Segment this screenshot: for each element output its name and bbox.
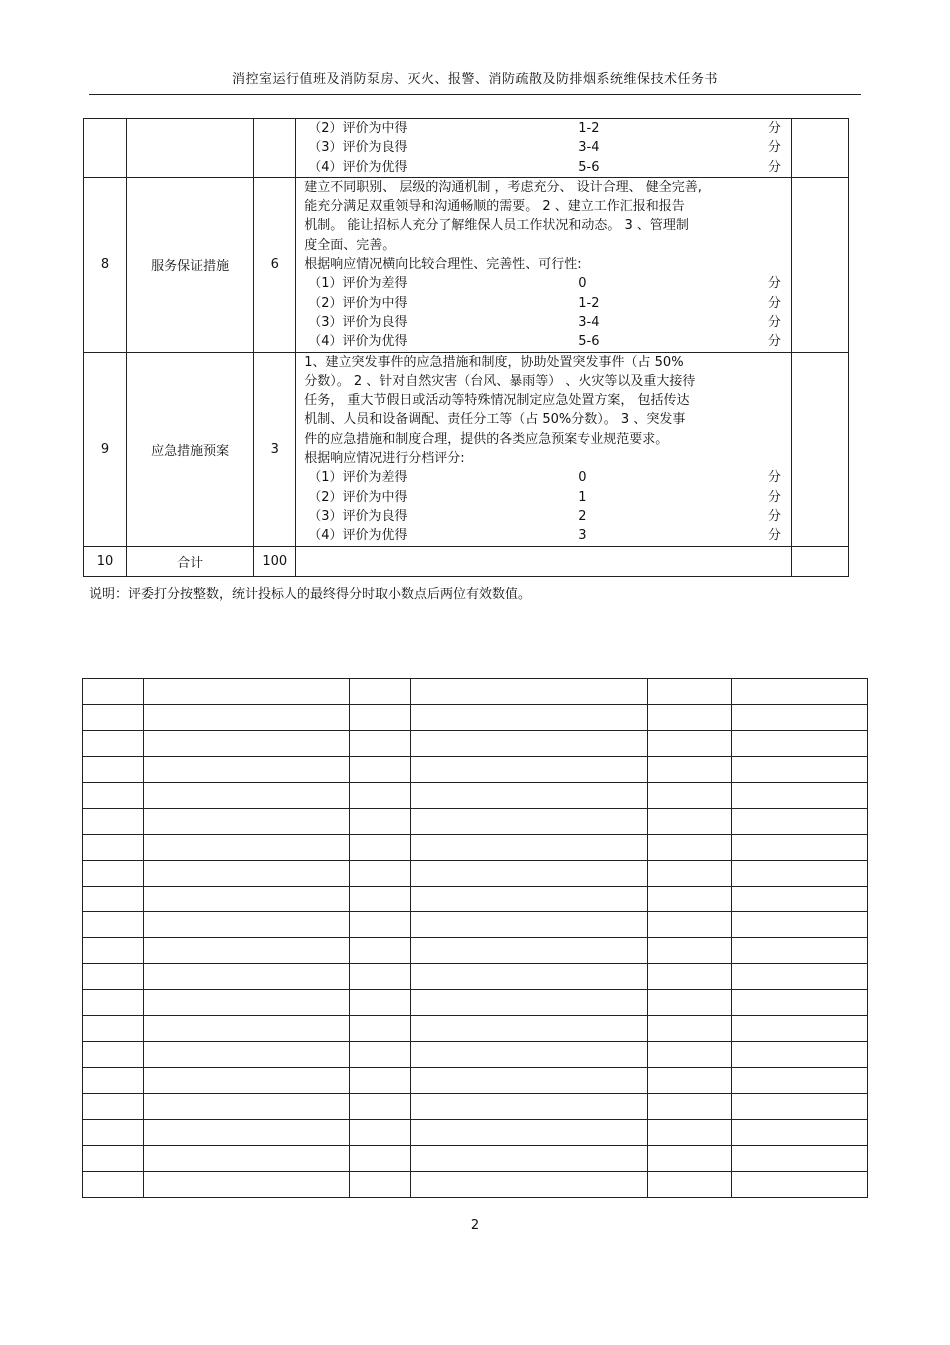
blank-grid-cell	[648, 1171, 732, 1197]
blank-grid-cell	[732, 782, 868, 808]
grade-line: （2）评价为中得 1-2 分	[308, 295, 781, 311]
cell-blank	[791, 352, 848, 546]
desc-line: 建立不同职别、 层级的沟通机制 ，考虑充分、 设计合理、 健全完善,	[304, 179, 702, 195]
grade-line: （3）评价为良得 3-4 分	[308, 314, 781, 330]
blank-grid-cell	[648, 938, 732, 964]
blank-grid-cell	[350, 756, 411, 782]
blank-grid-cell	[350, 1016, 411, 1042]
desc-line: 机制。 能让招标人充分了解维保人员工作状况和动态。 3 、管理制	[304, 218, 689, 234]
cell-description	[296, 177, 792, 352]
blank-grid-cell	[83, 912, 144, 938]
blank-grid-cell	[144, 782, 350, 808]
blank-grid-cell	[411, 808, 648, 834]
blank-grid-cell	[350, 1068, 411, 1094]
cell-score: 100	[254, 546, 296, 576]
blank-grid-cell	[732, 990, 868, 1016]
blank-grid-row	[83, 990, 868, 1016]
blank-grid-cell	[411, 1119, 648, 1145]
blank-grid-cell	[144, 860, 350, 886]
cell-blank	[791, 177, 848, 352]
blank-grid-cell	[732, 964, 868, 990]
blank-grid-cell	[411, 679, 648, 705]
blank-grid-row	[83, 1042, 868, 1068]
blank-grid-cell	[83, 1119, 144, 1145]
blank-grid-cell	[350, 1042, 411, 1068]
blank-grid-row	[83, 1016, 868, 1042]
blank-grid-row	[83, 1171, 868, 1197]
grade-line: （3）评价为良得 2 分	[308, 508, 781, 524]
blank-grid-cell	[411, 938, 648, 964]
table-row-8	[84, 177, 849, 352]
blank-grid-cell	[411, 1171, 648, 1197]
desc-line: 机制、人员和设备调配、责任分工等（占 50%分数）。 3 、突发事	[304, 412, 686, 428]
cell-score: 6	[254, 177, 296, 352]
blank-grid-cell	[411, 730, 648, 756]
desc-line: 根据响应情况进行分档评分:	[304, 451, 465, 467]
blank-grid-cell	[411, 860, 648, 886]
table-row-10	[84, 546, 849, 576]
blank-grid-cell	[83, 679, 144, 705]
blank-grid-row	[83, 886, 868, 912]
cell-blank	[791, 119, 848, 178]
blank-grid-cell	[350, 1171, 411, 1197]
blank-grid-cell	[350, 860, 411, 886]
blank-grid-cell	[411, 1042, 648, 1068]
table-row-continued	[84, 119, 849, 178]
blank-grid-cell	[144, 1145, 350, 1171]
blank-grid-cell	[83, 938, 144, 964]
blank-grid-cell	[144, 730, 350, 756]
blank-grid-cell	[732, 808, 868, 834]
blank-grid-row	[83, 730, 868, 756]
cell-score: 3	[254, 352, 296, 546]
blank-grid-cell	[732, 1068, 868, 1094]
blank-grid-cell	[732, 938, 868, 964]
blank-grid-cell	[83, 1145, 144, 1171]
blank-grid-row	[83, 912, 868, 938]
blank-grid-cell	[648, 756, 732, 782]
blank-grid-row	[83, 1119, 868, 1145]
blank-grid-row	[83, 834, 868, 860]
blank-grid-cell	[411, 1016, 648, 1042]
blank-grid-cell	[648, 1119, 732, 1145]
blank-grid-cell	[411, 964, 648, 990]
cell-no: 9	[84, 352, 127, 546]
blank-grid-row	[83, 1094, 868, 1120]
blank-grid-cell	[83, 808, 144, 834]
blank-grid-row	[83, 1068, 868, 1094]
blank-grid-cell	[350, 990, 411, 1016]
blank-grid-table	[82, 678, 868, 1198]
blank-grid-cell	[732, 1042, 868, 1068]
blank-grid-cell	[350, 886, 411, 912]
blank-grid-cell	[648, 964, 732, 990]
blank-grid-cell	[732, 730, 868, 756]
blank-grid-cell	[732, 1145, 868, 1171]
blank-grid-cell	[411, 782, 648, 808]
blank-grid-cell	[648, 1042, 732, 1068]
blank-grid-cell	[411, 990, 648, 1016]
blank-grid-cell	[648, 704, 732, 730]
blank-grid-cell	[83, 1016, 144, 1042]
blank-grid-cell	[83, 782, 144, 808]
blank-grid-cell	[411, 834, 648, 860]
blank-grid-cell	[648, 886, 732, 912]
blank-grid-cell	[144, 1119, 350, 1145]
page-header-title: 消控室运行值班及消防泵房、灭火、报警、消防疏散及防排烟系统维保技术任务书	[231, 72, 718, 87]
blank-grid-row	[83, 704, 868, 730]
blank-grid-cell	[83, 1042, 144, 1068]
cell-name: 服务保证措施	[127, 177, 254, 352]
cell-name	[127, 119, 254, 178]
blank-grid-cell	[83, 860, 144, 886]
blank-grid-cell	[350, 834, 411, 860]
blank-grid-cell	[411, 756, 648, 782]
blank-grid-row	[83, 679, 868, 705]
blank-grid-cell	[144, 679, 350, 705]
blank-grid-cell	[350, 730, 411, 756]
grade-line: （4）评价为优得 3 分	[308, 528, 781, 544]
blank-grid-cell	[411, 704, 648, 730]
blank-grid-cell	[83, 1094, 144, 1120]
blank-grid-cell	[350, 938, 411, 964]
blank-grid-cell	[83, 964, 144, 990]
blank-grid-cell	[144, 1171, 350, 1197]
blank-grid-cell	[144, 704, 350, 730]
blank-grid-cell	[350, 679, 411, 705]
blank-grid-cell	[144, 1094, 350, 1120]
blank-grid-cell	[350, 1094, 411, 1120]
grade-line: （2）评价为中得 1 分	[308, 489, 781, 505]
blank-grid-cell	[732, 1016, 868, 1042]
blank-grid-cell	[350, 808, 411, 834]
blank-grid-cell	[350, 704, 411, 730]
blank-grid-cell	[411, 886, 648, 912]
cell-description	[296, 546, 792, 576]
blank-grid-cell	[83, 990, 144, 1016]
blank-grid-row	[83, 808, 868, 834]
desc-line: 1、建立突发事件的应急措施和制度，协助处置突发事件（占 50%	[304, 354, 684, 370]
blank-grid-cell	[144, 964, 350, 990]
cell-no	[84, 119, 127, 178]
blank-grid-cell	[83, 756, 144, 782]
blank-grid-cell	[648, 1016, 732, 1042]
cell-score	[254, 119, 296, 178]
blank-grid-cell	[648, 834, 732, 860]
table-row-9	[84, 352, 849, 546]
blank-grid-cell	[144, 886, 350, 912]
blank-grid-cell	[411, 1145, 648, 1171]
blank-grid-cell	[83, 730, 144, 756]
blank-grid-cell	[648, 808, 732, 834]
blank-grid-cell	[648, 1094, 732, 1120]
cell-no: 10	[84, 546, 127, 576]
cell-description	[296, 352, 792, 546]
blank-grid-cell	[144, 938, 350, 964]
grade-line: （3）评价为良得 3-4 分	[308, 140, 781, 156]
cell-no: 8	[84, 177, 127, 352]
header-divider	[89, 94, 861, 95]
blank-grid-cell	[83, 1068, 144, 1094]
blank-grid-cell	[83, 1171, 144, 1197]
blank-grid-cell	[732, 834, 868, 860]
desc-line: 度全面、完善。	[304, 237, 396, 253]
blank-grid-cell	[732, 704, 868, 730]
blank-grid-cell	[648, 1068, 732, 1094]
blank-grid-row	[83, 756, 868, 782]
blank-grid-cell	[350, 912, 411, 938]
grade-line: （4）评价为优得 5-6 分	[308, 159, 781, 175]
blank-grid-cell	[732, 886, 868, 912]
blank-grid-cell	[350, 782, 411, 808]
blank-grid-row	[83, 1145, 868, 1171]
grade-line: （2）评价为中得 1-2 分	[308, 121, 781, 136]
blank-grid-cell	[411, 912, 648, 938]
blank-grid-cell	[83, 834, 144, 860]
scoring-table	[83, 118, 849, 577]
blank-grid-row	[83, 964, 868, 990]
cell-blank	[791, 546, 848, 576]
blank-grid-cell	[732, 1094, 868, 1120]
blank-grid-cell	[83, 886, 144, 912]
desc-line: 根据响应情况横向比较合理性、完善性、可行性:	[304, 257, 582, 273]
blank-grid-row	[83, 860, 868, 886]
cell-name: 合计	[127, 546, 254, 576]
blank-grid-cell	[648, 990, 732, 1016]
blank-grid-cell	[648, 860, 732, 886]
desc-line: 分数）。 2 、针对自然灾害（台风、暴雨等） 、火灾等以及重大接待	[304, 373, 696, 389]
cell-name: 应急措施预案	[127, 352, 254, 546]
page-number: 2	[470, 1218, 480, 1233]
blank-grid-cell	[83, 704, 144, 730]
blank-grid-cell	[732, 1171, 868, 1197]
blank-grid-cell	[350, 1145, 411, 1171]
blank-grid-cell	[144, 1016, 350, 1042]
blank-grid-row	[83, 782, 868, 808]
blank-grid-cell	[648, 679, 732, 705]
blank-grid-cell	[411, 1068, 648, 1094]
desc-line: 能充分满足双重领导和沟通畅顺的需要。 2 、建立工作汇报和报告	[304, 199, 685, 215]
blank-grid-cell	[648, 1145, 732, 1171]
blank-grid-cell	[144, 756, 350, 782]
scoring-note: 说明：评委打分按整数，统计投标人的最终得分时取小数点后两位有效数值。	[89, 587, 532, 602]
grade-line: （4）评价为优得 5-6 分	[308, 334, 781, 350]
blank-grid-cell	[648, 782, 732, 808]
blank-grid-cell	[144, 912, 350, 938]
blank-grid-cell	[144, 834, 350, 860]
blank-grid-cell	[732, 912, 868, 938]
desc-line: 任务， 重大节假日或活动等特殊情况制定应急处置方案， 包括传达	[304, 393, 690, 409]
blank-grid-cell	[350, 1119, 411, 1145]
blank-grid-cell	[648, 730, 732, 756]
blank-grid-cell	[732, 679, 868, 705]
blank-grid-cell	[648, 912, 732, 938]
blank-grid-cell	[732, 756, 868, 782]
grade-line: （1）评价为差得 0 分	[308, 276, 781, 292]
desc-line: 件的应急措施和制度合理，提供的各类应急预案专业规范要求。	[304, 431, 669, 447]
blank-grid-cell	[144, 1042, 350, 1068]
blank-grid-cell	[411, 1094, 648, 1120]
grade-line: （1）评价为差得 0 分	[308, 470, 781, 486]
blank-grid-cell	[732, 1119, 868, 1145]
cell-description	[296, 119, 792, 178]
blank-grid-cell	[350, 964, 411, 990]
blank-grid-cell	[144, 808, 350, 834]
blank-grid-cell	[732, 860, 868, 886]
blank-grid-cell	[144, 1068, 350, 1094]
blank-grid-row	[83, 938, 868, 964]
blank-grid-cell	[144, 990, 350, 1016]
